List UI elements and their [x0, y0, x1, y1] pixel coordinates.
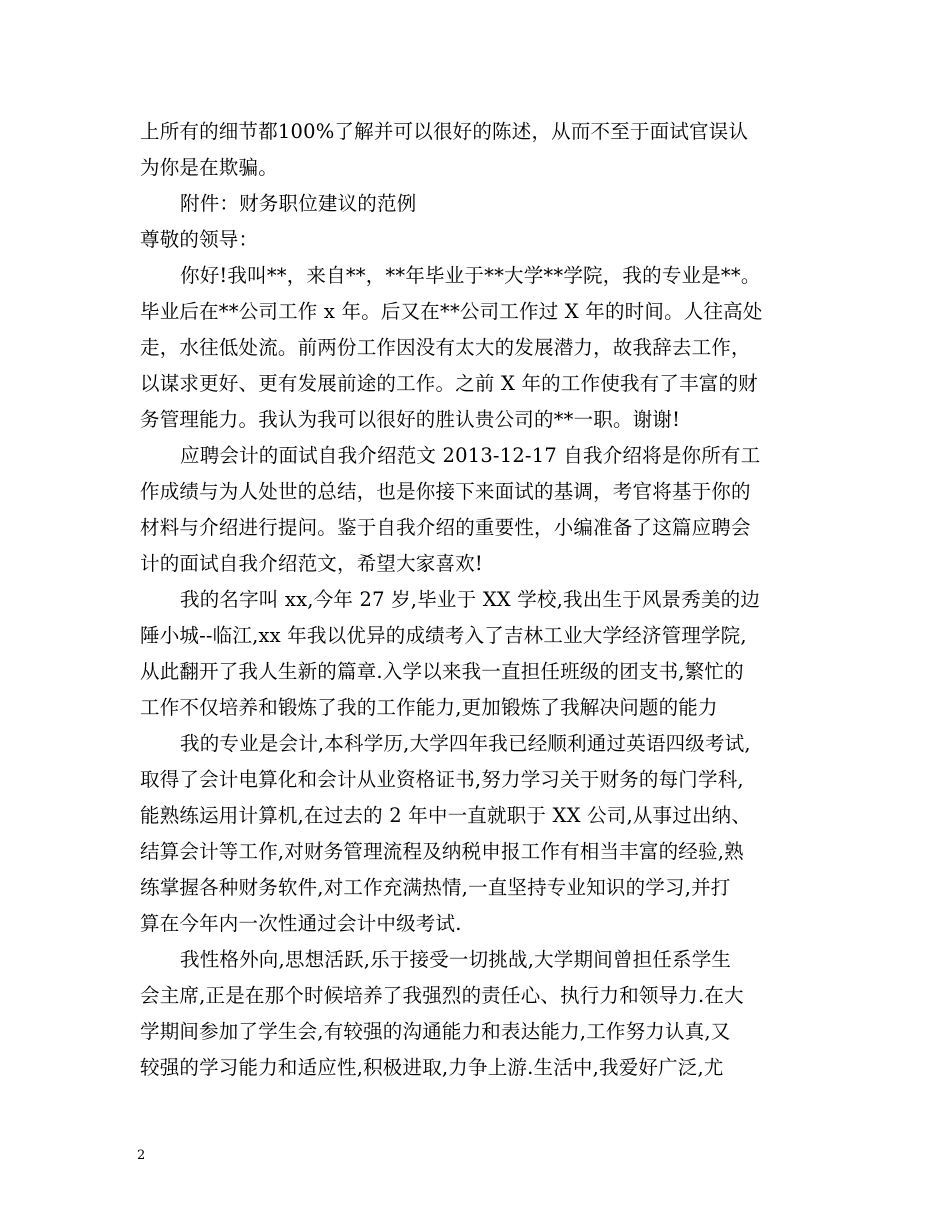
document-body [140, 114, 830, 1086]
text-line: 我性格外向,思想活跃,乐于接受一切挑战,大学期间曾担任系学生 [180, 948, 732, 971]
text-line: 材料与介绍进行提问。鉴于自我介绍的重要性，小编准备了这篇应聘会 [140, 516, 751, 539]
text-line: 学期间参加了学生会,有较强的沟通能力和表达能力,工作努力认真,又 [140, 1020, 731, 1043]
text-line: 工作不仅培养和锻炼了我的工作能力,更加锻炼了我解决问题的能力 [140, 696, 718, 719]
text-line: 会主席,正是在那个时候培养了我强烈的责任心、执行力和领导力.在大 [140, 984, 744, 1007]
text-line: 应聘会计的面试自我介绍范文 2013-12-17 自我介绍将是你所有工 [180, 444, 761, 467]
text-line: 算在今年内一次性通过会计中级考试. [140, 912, 462, 935]
text-line: 你好!我叫**，来自**，**年毕业于**大学**学院，我的专业是**。 [180, 264, 761, 287]
text-line: 陲小城--临江,xx 年我以优异的成绩考入了吉林工业大学经济管理学院, [140, 624, 747, 647]
text-line: 尊敬的领导： [140, 228, 259, 251]
text-line: 务管理能力。我认为我可以很好的胜认贵公司的**一职。谢谢! [140, 408, 681, 431]
text-line: 附件：财务职位建议的范例 [180, 192, 417, 215]
text-line: 结算会计等工作,对财务管理流程及纳税申报工作有相当丰富的经验,熟 [140, 840, 744, 863]
text-line: 为你是在欺骗。 [140, 156, 278, 179]
text-line: 我的专业是会计,本科学历,大学四年我已经顺利通过英语四级考试, [180, 732, 751, 755]
page-number: 2 [137, 1148, 146, 1163]
text-line: 较强的学习能力和适应性,积极进取,力争上游.生活中,我爱好广泛,尤 [140, 1056, 724, 1079]
text-line: 取得了会计电算化和会计从业资格证书,努力学习关于财务的每门学科, [140, 768, 744, 791]
text-line: 以谋求更好、更有发展前途的工作。之前 X 年的工作使我有了丰富的财 [140, 372, 758, 395]
text-line: 能熟练运用计算机,在过去的 2 年中一直就职于 XX 公司,从事过出纳、 [140, 804, 752, 827]
text-line: 作成绩与为人处世的总结，也是你接下来面试的基调，考官将基于你的 [140, 480, 751, 503]
text-line: 练掌握各种财务软件,对工作充满热情,一直坚持专业知识的学习,并打 [140, 876, 731, 899]
text-line: 走，水往低处流。前两份工作因没有太大的发展潜力，故我辞去工作， [140, 336, 751, 359]
text-line: 从此翻开了我人生新的篇章.入学以来我一直担任班级的团支书,繁忙的 [140, 660, 744, 683]
text-line: 计的面试自我介绍范文，希望大家喜欢! [140, 552, 483, 575]
text-line: 我的名字叫 xx,今年 27 岁,毕业于 XX 学校,我出生于风景秀美的边 [180, 588, 761, 611]
text-line: 毕业后在**公司工作 x 年。后又在**公司工作过 X 年的时间。人往高处 [140, 300, 763, 323]
text-line: 上所有的细节都100%了解并可以很好的陈述，从而不至于面试官误认 [140, 120, 749, 143]
